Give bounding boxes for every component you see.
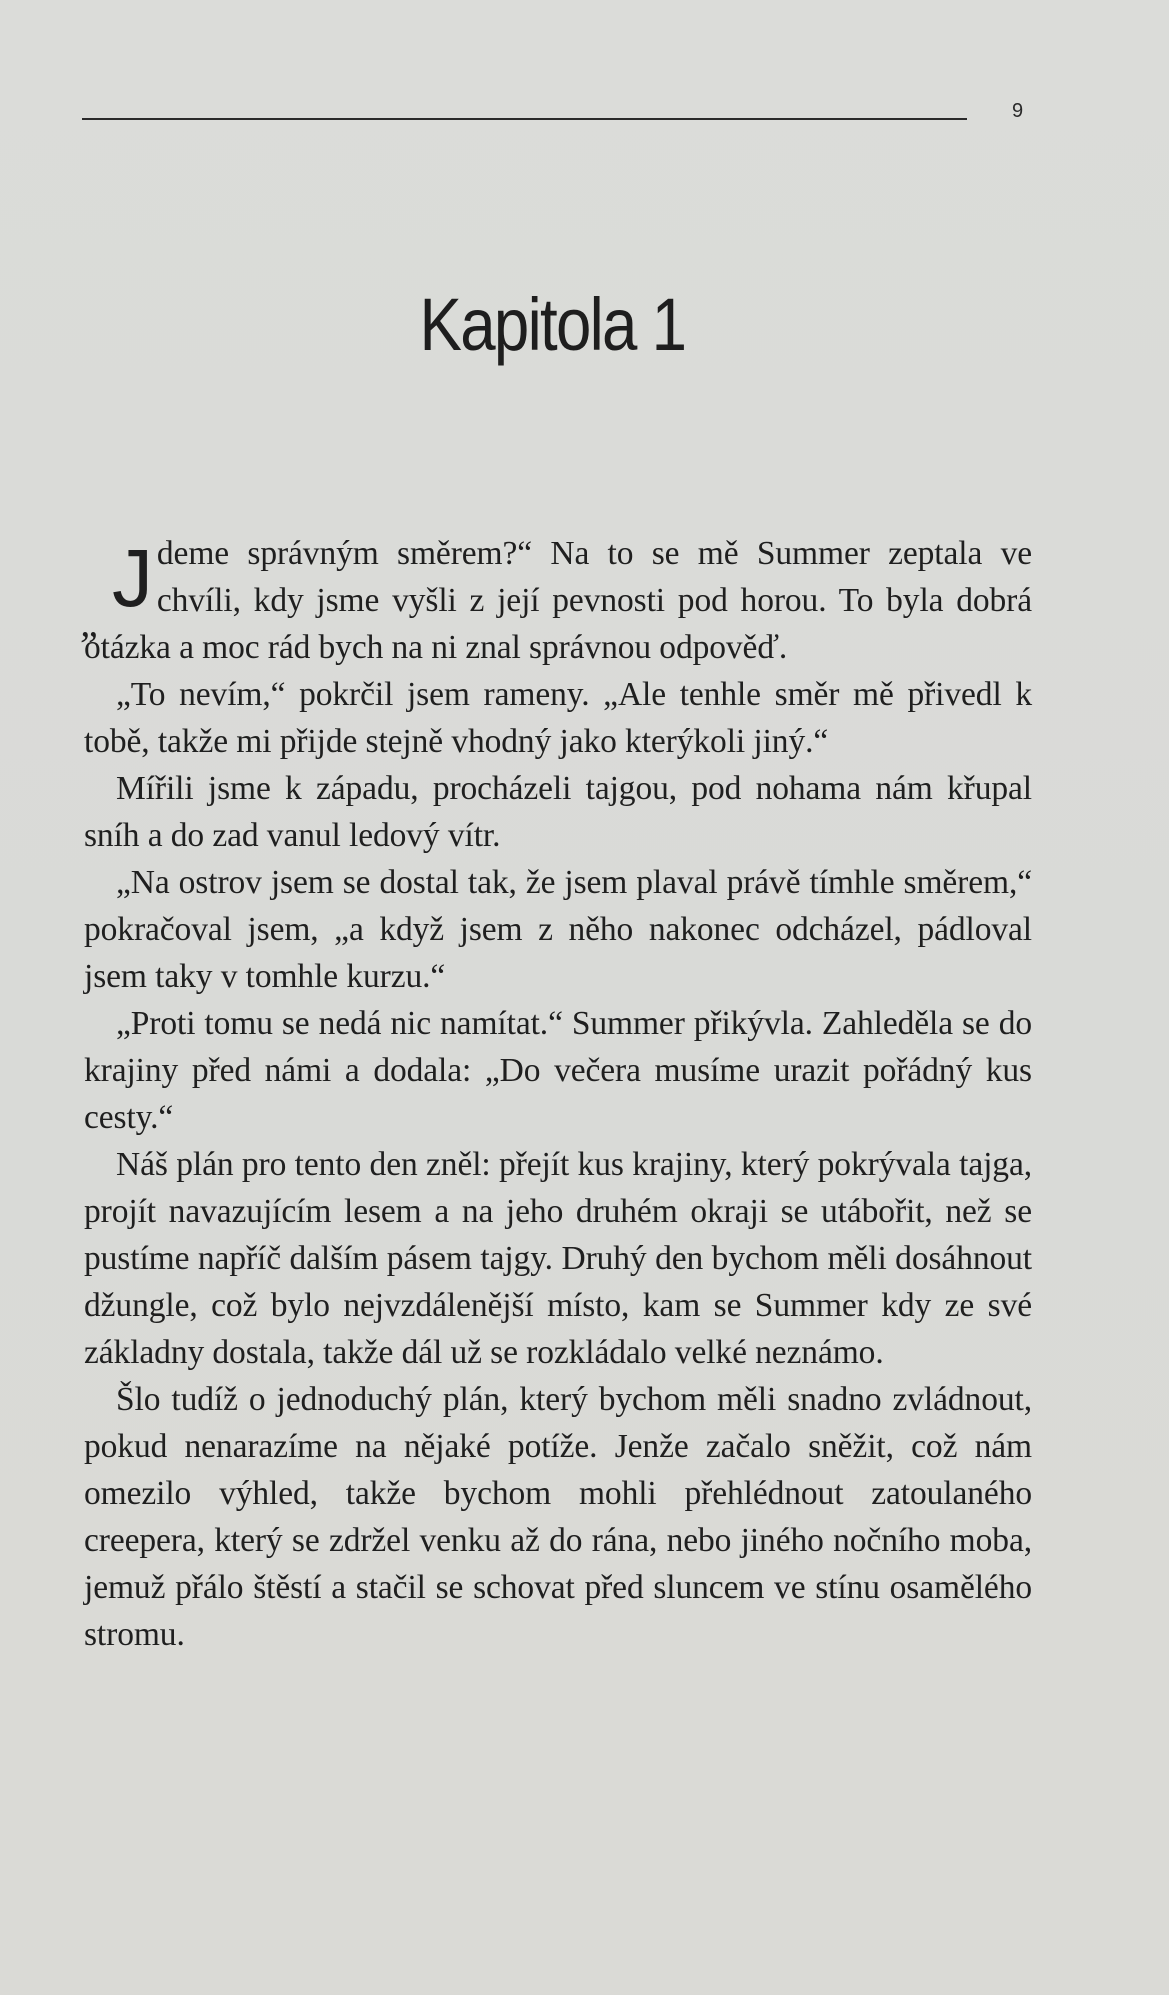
chapter-body <box>80 530 1032 1658</box>
drop-cap-quote: „ <box>80 600 103 645</box>
paragraph-5: „Proti tomu se nedá nic namítat.“ Summer přikývla. Zahleděla se do krajiny před námi a dodala: „Do večera musíme urazit pořádný kus cesty.“ <box>84 1005 1032 1136</box>
paragraph-1 <box>80 530 1032 671</box>
paragraph-4: „Na ostrov jsem se dostal tak, že jsem plaval právě tímhle směrem,“ pokračoval jsem, „a když jsem z něho nakonec odcházel, pádloval jsem taky v tomhle kurzu.“ <box>84 864 1032 995</box>
paragraph-2: „To nevím,“ pokrčil jsem rameny. „Ale tenhle směr mě přivedl k tobě, takže mi přijde stejně vhodný jako kterýkoli jiný.“ <box>84 676 1032 760</box>
paragraph-1-text: deme správným směrem?“ Na to se mě Summer zeptala ve chvíli, kdy jsme vyšli z její pevnosti pod horou. To byla dobrá otázka a moc rád bych na ni znal správnou odpověď. <box>84 535 1032 666</box>
chapter-title: Kapitola 1 <box>419 283 686 366</box>
paragraph-3: Mířili jsme k západu, procházeli tajgou, pod nohama nám křupal sníh a do zad vanul ledový vítr. <box>84 770 1032 854</box>
drop-cap <box>80 533 153 645</box>
page-number: 9 <box>1012 100 1024 122</box>
paragraph-6: Náš plán pro tento den zněl: přejít kus krajiny, který pokrývala tajga, projít navazujícím lesem a na jeho druhém okraji se utábořit, než se pustíme napříč dalším pásem tajgy. Druhý den bychom měli dosáhnout džungle, což bylo nejvzdálenější místo, kam se Summer kdy ze své základny dostala, takže dál už se rozkládalo velké neznámo. <box>84 1146 1032 1371</box>
drop-cap-letter: J <box>112 533 153 624</box>
paragraph-7: Šlo tudíž o jednoduchý plán, který bychom měli snadno zvládnout, pokud nenarazíme na nějaké potíže. Jenže začalo sněžit, což nám omezilo výhled, takže bychom mohli přehlédnout zatoulaného creepera, který se zdržel venku až do rána, nebo jiného nočního moba, jemuž přálo štěstí a stačil se schovat před sluncem ve stínu osamělého stromu. <box>84 1381 1032 1653</box>
header-rule <box>82 118 967 120</box>
